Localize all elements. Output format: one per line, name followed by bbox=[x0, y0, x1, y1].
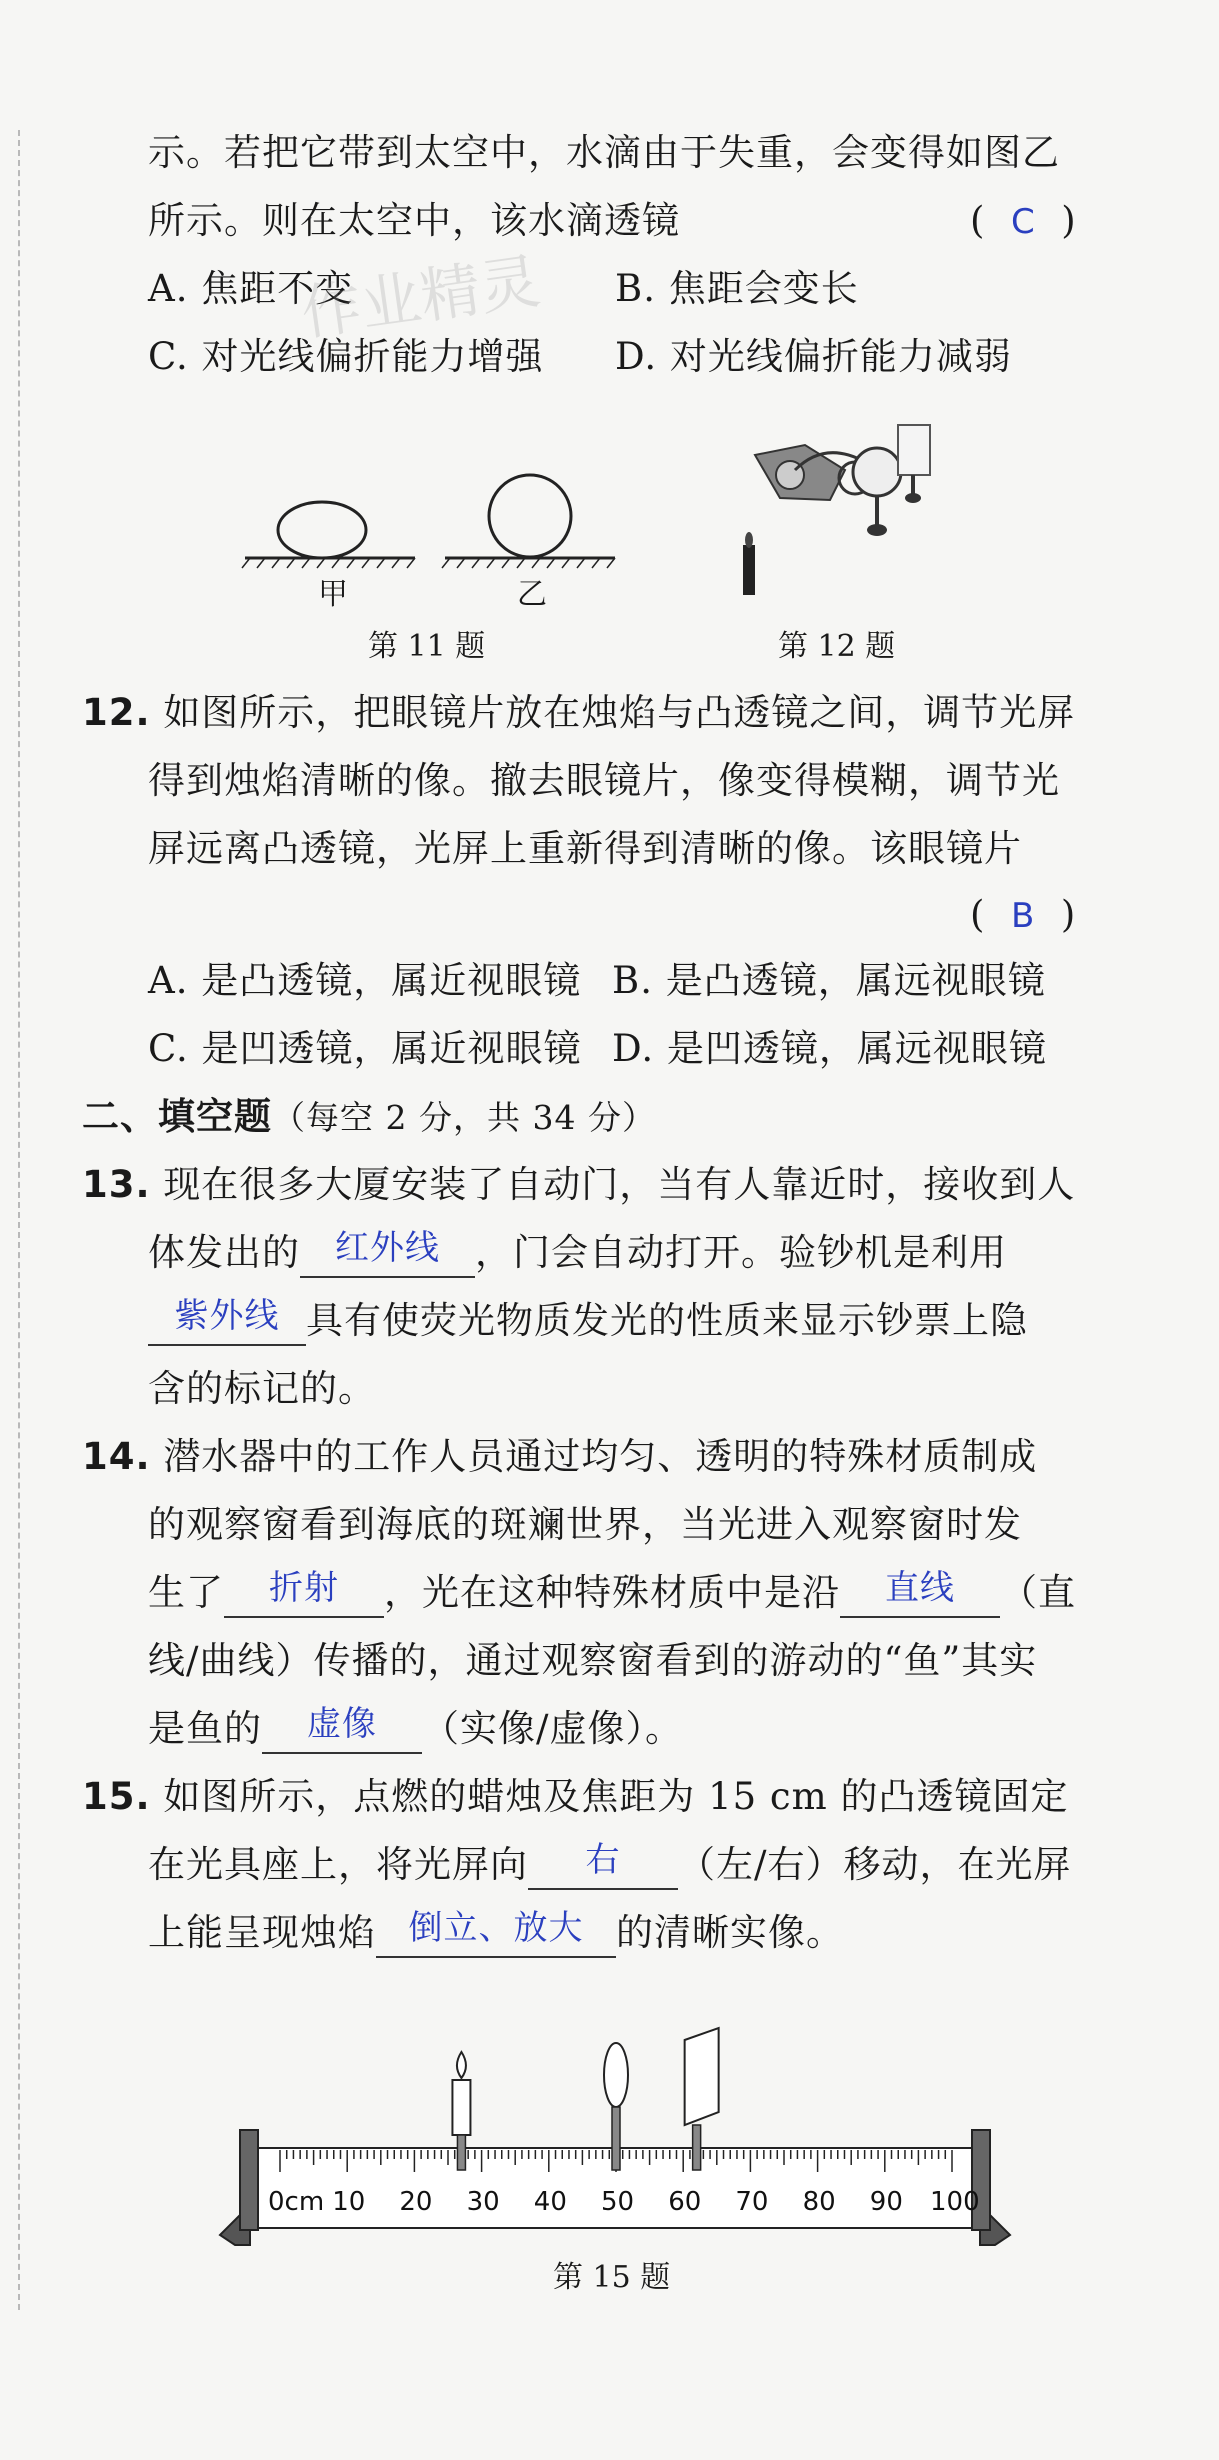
q11-answer: C bbox=[1010, 202, 1036, 242]
q15-line3-pre: 上能呈现烛焰 bbox=[148, 1911, 376, 1954]
q13-blank2 bbox=[148, 1298, 306, 1346]
fig11-caption: 第 11 题 bbox=[368, 629, 486, 664]
ruler-tick-label: 100 bbox=[930, 2187, 980, 2217]
q13-line1 bbox=[82, 1160, 1075, 1210]
q12-number: 12. bbox=[82, 691, 151, 734]
q14-line3-post: （直 bbox=[1000, 1571, 1076, 1614]
water-drop-yi bbox=[489, 475, 571, 557]
fig11-label-yi: 乙 bbox=[517, 577, 547, 612]
q12-line3: 屏远离凸透镜，光屏上重新得到清晰的像。该眼镜片 bbox=[148, 827, 1022, 870]
margin-dashed-line bbox=[18, 130, 20, 2310]
q12-option-d: D. 是凹透镜，属远视眼镜 bbox=[612, 1027, 1047, 1070]
q15-line2-pre: 在光具座上，将光屏向 bbox=[148, 1843, 528, 1886]
q15-text-line1: 如图所示，点燃的蜡烛及焦距为 15 cm 的凸透镜固定 bbox=[163, 1775, 1069, 1818]
q13-line2 bbox=[148, 1228, 1007, 1278]
q13-line2-pre: 体发出的 bbox=[148, 1231, 300, 1274]
q15-answer1: 右 bbox=[585, 1840, 621, 1880]
figure-15-optical-bench bbox=[210, 2000, 1030, 2270]
q12-line2: 得到烛焰清晰的像。撤去眼镜片，像变得模糊，调节光 bbox=[148, 759, 1060, 802]
q14-number: 14. bbox=[82, 1435, 151, 1478]
q15-line3 bbox=[148, 1908, 844, 1958]
fig11-label-jia: 甲 bbox=[318, 577, 348, 612]
q14-line2: 的观察窗看到海底的斑斓世界，当光进入观察窗时发 bbox=[148, 1503, 1022, 1546]
q15-number: 15. bbox=[82, 1775, 151, 1818]
q15-line2-post: （左/右）移动，在光屏 bbox=[678, 1843, 1072, 1886]
q14-text-line1: 潜水器中的工作人员通过均匀、透明的特殊材质制成 bbox=[163, 1435, 1038, 1478]
q14-answer2: 直线 bbox=[885, 1568, 955, 1608]
ruler-unit-label: 0cm bbox=[268, 2187, 325, 2217]
section2-title: 二、填空题 bbox=[82, 1095, 272, 1138]
light-screen-icon bbox=[898, 425, 930, 475]
ruler-tick-label: 40 bbox=[533, 2187, 567, 2217]
q13-line3 bbox=[148, 1296, 1028, 1346]
q14-line4: 线/曲线）传播的，通过观察窗看到的游动的“鱼”其实 bbox=[148, 1639, 1038, 1682]
q13-text-line1: 现在很多大厦安装了自动门，当有人靠近时，接收到人 bbox=[163, 1163, 1076, 1206]
q12-line1 bbox=[82, 688, 1075, 738]
q13-number: 13. bbox=[82, 1163, 151, 1206]
ruler-tick-label: 70 bbox=[735, 2187, 769, 2217]
q11-option-c: C. 对光线偏折能力增强 bbox=[148, 335, 544, 378]
q11-option-a: A. 焦距不变 bbox=[148, 267, 354, 310]
q12-answer: B bbox=[1010, 896, 1036, 936]
q12-option-c: C. 是凹透镜，属近视眼镜 bbox=[148, 1027, 582, 1070]
q11-line1: 示。若把它带到太空中，水滴由于失重，会变得如图乙 bbox=[148, 131, 1060, 174]
q14-blank1 bbox=[224, 1570, 384, 1618]
q15-blank2 bbox=[376, 1910, 616, 1958]
q12-answer-bracket: ( B ) bbox=[970, 893, 1077, 936]
ruler-tick-label: 20 bbox=[399, 2187, 433, 2217]
q13-line4: 含的标记的。 bbox=[148, 1367, 376, 1410]
q14-line3-mid: ，光在这种特殊材质中是沿 bbox=[384, 1571, 840, 1614]
q15-line2 bbox=[148, 1840, 1071, 1890]
q15-line1 bbox=[82, 1772, 1068, 1822]
section2-note: （每空 2 分，共 34 分） bbox=[272, 1098, 656, 1137]
q11-line2: 所示。则在太空中，该水滴透镜 bbox=[148, 199, 680, 242]
q12-option-a: A. 是凸透镜，属近视眼镜 bbox=[148, 959, 582, 1002]
watermark: 作业精灵 bbox=[296, 246, 545, 350]
q12-text-line1: 如图所示，把眼镜片放在烛焰与凸透镜之间，调节光屏 bbox=[163, 691, 1076, 734]
bench-left-stand bbox=[240, 2130, 258, 2230]
q12-option-b: B. 是凸透镜，属远视眼镜 bbox=[612, 959, 1046, 1002]
q14-line3-pre: 生了 bbox=[148, 1571, 224, 1614]
ruler-tick-label: 90 bbox=[869, 2187, 903, 2217]
fig15-caption: 第 15 题 bbox=[553, 2260, 671, 2295]
figure-11-water-drops bbox=[240, 470, 640, 570]
q13-answer1: 红外线 bbox=[335, 1228, 440, 1268]
section2-heading bbox=[82, 1092, 656, 1143]
q14-blank2 bbox=[840, 1570, 1000, 1618]
q14-answer1: 折射 bbox=[269, 1568, 339, 1608]
q11-option-d: D. 对光线偏折能力减弱 bbox=[615, 335, 1012, 378]
q13-line2-post: ，门会自动打开。验钞机是利用 bbox=[475, 1231, 1007, 1274]
q14-line1 bbox=[82, 1432, 1037, 1482]
q14-line3 bbox=[148, 1568, 1076, 1618]
q13-blank1 bbox=[300, 1230, 475, 1278]
q15-line3-post: 的清晰实像。 bbox=[616, 1911, 844, 1954]
figure-12-lens-setup bbox=[735, 420, 955, 620]
fig12-caption: 第 12 题 bbox=[778, 629, 896, 664]
q14-line5 bbox=[148, 1704, 683, 1754]
candle-icon bbox=[743, 545, 755, 595]
q14-line5-post: （实像/虚像）。 bbox=[422, 1707, 683, 1750]
ruler-tick-label: 10 bbox=[332, 2187, 366, 2217]
q11-answer-bracket: ( C ) bbox=[970, 199, 1077, 242]
q14-answer3: 虚像 bbox=[307, 1704, 377, 1744]
convex-lens-icon bbox=[853, 448, 901, 496]
q11-option-b: B. 焦距会变长 bbox=[615, 267, 859, 310]
q14-line5-pre: 是鱼的 bbox=[148, 1707, 262, 1750]
ruler-tick-label: 50 bbox=[601, 2187, 635, 2217]
q14-blank3 bbox=[262, 1706, 422, 1754]
water-drop-jia bbox=[278, 502, 366, 558]
ruler-tick-label: 30 bbox=[466, 2187, 500, 2217]
ruler-tick-label: 60 bbox=[668, 2187, 702, 2217]
ruler-tick-label: 80 bbox=[802, 2187, 836, 2217]
q15-answer2: 倒立、放大 bbox=[408, 1908, 584, 1948]
q15-blank1 bbox=[528, 1842, 678, 1890]
q13-answer2: 紫外线 bbox=[174, 1296, 280, 1336]
q13-line3-post: 具有使荧光物质发光的性质来显示钞票上隐 bbox=[306, 1299, 1028, 1342]
